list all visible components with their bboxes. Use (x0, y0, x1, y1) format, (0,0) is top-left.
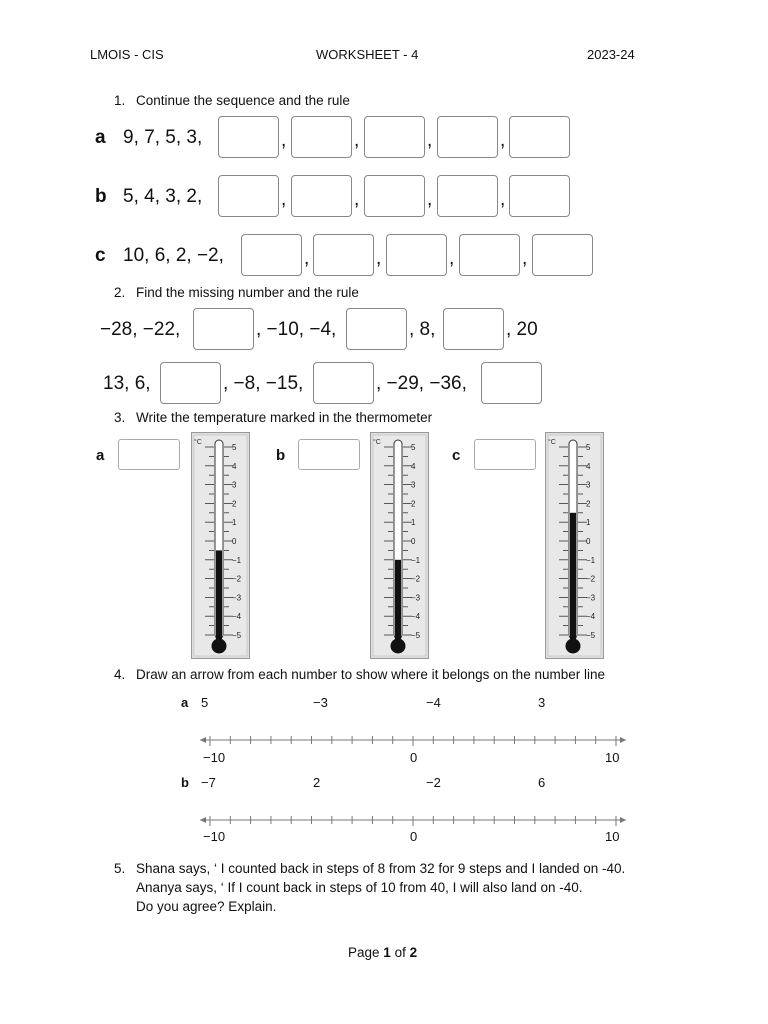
question-line: Shana says, ‘ I counted back in steps of 8 from 32 for 9 steps and I landed on -40. (136, 861, 626, 876)
answer-box[interactable] (364, 116, 425, 158)
answer-box[interactable] (509, 116, 570, 158)
number-item[interactable]: −3 (313, 695, 328, 710)
part-label: b (276, 447, 286, 464)
answer-box[interactable] (443, 308, 504, 350)
scale-label: −1 (232, 555, 242, 565)
question-number: 1. (114, 93, 126, 108)
question-text: Continue the sequence and the rule (136, 93, 350, 108)
part-label: a (96, 447, 105, 464)
question-number: 5. (114, 861, 126, 876)
tick-label: −10 (203, 750, 226, 765)
answer-box[interactable] (459, 234, 520, 276)
scale-label: −2 (232, 574, 242, 584)
comma: , (281, 189, 287, 210)
question-number: 3. (114, 410, 126, 425)
scale-label: 0 (232, 537, 237, 546)
sequence-given: 5, 4, 3, 2, (123, 186, 203, 207)
number-line (198, 814, 630, 830)
number-item[interactable]: 3 (538, 695, 546, 710)
scale-label: −3 (586, 593, 596, 603)
number-item[interactable]: −7 (201, 775, 216, 790)
page-footer (348, 945, 417, 960)
header-center: WORKSHEET - 4 (316, 47, 419, 62)
scale-label: 2 (232, 499, 237, 509)
page-number: 1 (383, 945, 391, 960)
scale-label: 4 (232, 461, 237, 471)
answer-box[interactable] (291, 116, 352, 158)
thermometer-bulb (212, 639, 227, 654)
scale-label: 1 (586, 518, 591, 528)
sequence-segment: −28, −22, (100, 319, 181, 340)
part-label: c (452, 447, 461, 464)
comma: , (354, 130, 360, 151)
answer-box[interactable] (313, 234, 374, 276)
answer-box[interactable] (218, 175, 279, 217)
answer-box[interactable] (437, 175, 498, 217)
answer-box[interactable] (474, 439, 536, 470)
number-item[interactable]: −2 (426, 775, 441, 790)
scale-label: 1 (232, 518, 237, 528)
number-item[interactable]: 6 (538, 775, 546, 790)
comma: , (500, 130, 506, 151)
mercury-column (395, 560, 401, 645)
sequence-segment: , 20 (506, 319, 538, 340)
sequence-segment: , 8, (409, 319, 436, 340)
sequence-segment: , −10, −4, (256, 319, 337, 340)
scale-label: 1 (411, 518, 416, 528)
question-text: Draw an arrow from each number to show where it belongs on the number line (136, 667, 605, 682)
answer-box[interactable] (437, 116, 498, 158)
scale-label: 0 (586, 537, 591, 546)
tick-label: 0 (410, 750, 418, 765)
part-label: b (95, 186, 107, 207)
answer-box[interactable] (218, 116, 279, 158)
sequence-segment: , −8, −15, (223, 373, 304, 394)
sequence-given: 10, 6, 2, −2, (123, 245, 224, 266)
part-label: a (181, 695, 189, 710)
scale-label: −4 (586, 612, 596, 622)
unit-label: °C (373, 439, 381, 446)
thermometer-bulb (391, 639, 406, 654)
comma: , (500, 189, 506, 210)
of-word: of (394, 945, 406, 960)
part-label: a (95, 127, 106, 148)
scale-label: −1 (586, 555, 596, 565)
arrow-left-icon (200, 737, 206, 743)
scale-label: −2 (586, 574, 596, 584)
arrow-left-icon (200, 817, 206, 823)
scale-label: 5 (586, 443, 591, 452)
scale-label: −4 (232, 612, 242, 622)
number-item[interactable]: 2 (313, 775, 321, 790)
scale-label: −5 (586, 631, 596, 640)
arrow-right-icon (620, 737, 626, 743)
tick-label: 10 (605, 829, 620, 844)
page-total: 2 (409, 945, 418, 960)
mercury-column (216, 550, 222, 645)
sequence-segment: 13, 6, (103, 373, 151, 394)
scale-label: 2 (411, 499, 416, 509)
scale-label: −3 (232, 593, 242, 603)
thermometer-bulb (566, 639, 581, 654)
tick-label: −10 (203, 829, 226, 844)
scale-label: 5 (232, 443, 237, 452)
question-line: Do you agree? Explain. (136, 899, 277, 914)
unit-label: °C (548, 439, 556, 446)
unit-label: °C (194, 439, 202, 446)
answer-box[interactable] (298, 439, 360, 470)
scale-label: −1 (411, 555, 421, 565)
number-item[interactable]: −4 (426, 695, 441, 710)
comma: , (304, 248, 310, 269)
answer-box[interactable] (160, 362, 221, 404)
scale-label: 4 (411, 461, 416, 471)
question-text: Write the temperature marked in the thermometer (136, 410, 433, 425)
comma: , (281, 130, 287, 151)
scale-label: −3 (411, 593, 421, 603)
answer-box[interactable] (313, 362, 374, 404)
answer-box[interactable] (291, 175, 352, 217)
sequence-segment: , −29, −36, (376, 373, 467, 394)
answer-box[interactable] (118, 439, 180, 470)
scale-label: −4 (411, 612, 421, 622)
header-right: 2023-24 (587, 47, 635, 62)
comma: , (522, 248, 528, 269)
number-item[interactable]: 5 (201, 695, 209, 710)
answer-box[interactable] (193, 308, 254, 350)
scale-label: 2 (586, 499, 591, 509)
scale-label: 3 (411, 480, 416, 490)
answer-box[interactable] (386, 234, 447, 276)
answer-box[interactable] (364, 175, 425, 217)
scale-label: 0 (411, 537, 416, 546)
question-number: 2. (114, 285, 126, 300)
sequence-given: 9, 7, 5, 3, (123, 127, 203, 148)
answer-box[interactable] (241, 234, 302, 276)
scale-label: −5 (411, 631, 421, 640)
comma: , (354, 189, 360, 210)
number-line (198, 734, 630, 750)
comma: , (376, 248, 382, 269)
scale-label: 3 (586, 480, 591, 490)
comma: , (449, 248, 455, 269)
thermometer (370, 432, 429, 659)
comma: , (427, 130, 433, 151)
answer-box[interactable] (532, 234, 593, 276)
answer-box[interactable] (509, 175, 570, 217)
question-text: Find the missing number and the rule (136, 285, 359, 300)
mercury-column (570, 513, 576, 645)
page-word: Page (348, 945, 380, 960)
question-number: 4. (114, 667, 126, 682)
arrow-right-icon (620, 817, 626, 823)
tick-label: 10 (605, 750, 620, 765)
header-left: LMOIS - CIS (90, 47, 164, 62)
part-label: c (95, 245, 106, 266)
scale-label: −2 (411, 574, 421, 584)
scale-label: 3 (232, 480, 237, 490)
scale-label: 5 (411, 443, 416, 452)
comma: , (427, 189, 433, 210)
part-label: b (181, 775, 189, 790)
scale-label: 4 (586, 461, 591, 471)
question-line: Ananya says, ‘ If I count back in steps of 10 from 40, I will also land on -40. (136, 880, 583, 895)
tick-label: 0 (410, 829, 418, 844)
thermometer (191, 432, 250, 659)
answer-box[interactable] (481, 362, 542, 404)
answer-box[interactable] (346, 308, 407, 350)
scale-label: −5 (232, 631, 242, 640)
thermometer (545, 432, 604, 659)
